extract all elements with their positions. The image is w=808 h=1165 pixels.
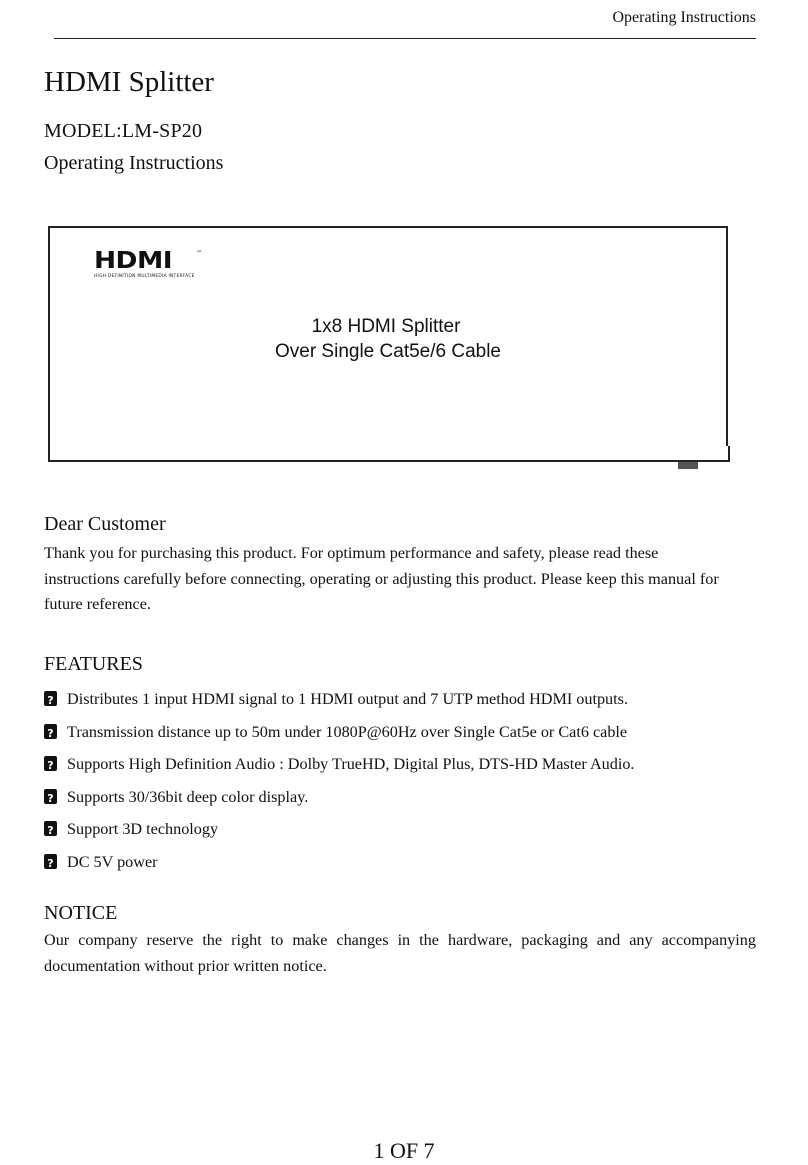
device-base [48, 446, 730, 462]
feature-text: Support 3D technology [67, 820, 219, 839]
list-item [44, 688, 634, 721]
hdmi-logo [94, 250, 204, 284]
features-heading: FEATURES [44, 653, 143, 675]
feature-text: Transmission distance up to 50m under 1080P@60Hz over Single Cat5e or Cat6 cable [67, 722, 628, 741]
feature-text: Supports 30/36bit deep color display. [67, 787, 309, 806]
document-title: HDMI Splitter [44, 66, 214, 98]
bullet-icon [44, 789, 57, 804]
feature-text: Distributes 1 input HDMI signal to 1 HDMI output and 7 UTP method HDMI outputs. [67, 690, 628, 708]
page-number: 1 OF 7 [373, 1138, 435, 1163]
list-item [44, 818, 634, 851]
bullet-icon [44, 821, 57, 836]
bullet-icon [44, 691, 57, 706]
bullet-icon [44, 756, 57, 771]
feature-text: DC 5V power [67, 852, 158, 871]
greeting-heading: Dear Customer [44, 513, 166, 535]
notice-heading: NOTICE [44, 902, 118, 924]
device-foot [678, 462, 698, 469]
greeting-body: Thank you for purchasing this product. For optimum performance and safety, please read these instructions carefully before connecting, operating or adjusting this product. Please keep this manual for future reference. [44, 544, 719, 613]
device-illustration [48, 226, 728, 448]
bullet-icon [44, 724, 57, 739]
bullet-icon [44, 854, 57, 869]
list-item [44, 786, 634, 819]
model-number: MODEL:LM-SP20 [44, 120, 203, 142]
hdmi-logo-tagline: HIGH DEFINITION MULTIMEDIA INTERFACE [94, 274, 195, 279]
list-item [44, 721, 634, 754]
header-rule [54, 38, 756, 39]
hdmi-logo-tm: ™ [196, 250, 202, 257]
device-label-line2: Over Single Cat5e/6 Cable [274, 341, 501, 362]
hdmi-logo-mark: HDMI [94, 248, 172, 274]
features-list [44, 688, 634, 884]
header-title: Operating Instructions [612, 9, 756, 26]
device-label-line1: 1x8 HDMI Splitter [311, 316, 461, 337]
notice-body: Our company reserve the right to make changes in the hardware, packaging and any accompanying documentation without prior written notice. [44, 931, 756, 975]
list-item [44, 753, 634, 786]
device-label [50, 314, 726, 364]
document-subtitle: Operating Instructions [44, 152, 224, 174]
feature-text: Supports High Definition Audio : Dolby TrueHD, Digital Plus, DTS-HD Master Audio. [67, 755, 635, 774]
list-item [44, 851, 634, 884]
